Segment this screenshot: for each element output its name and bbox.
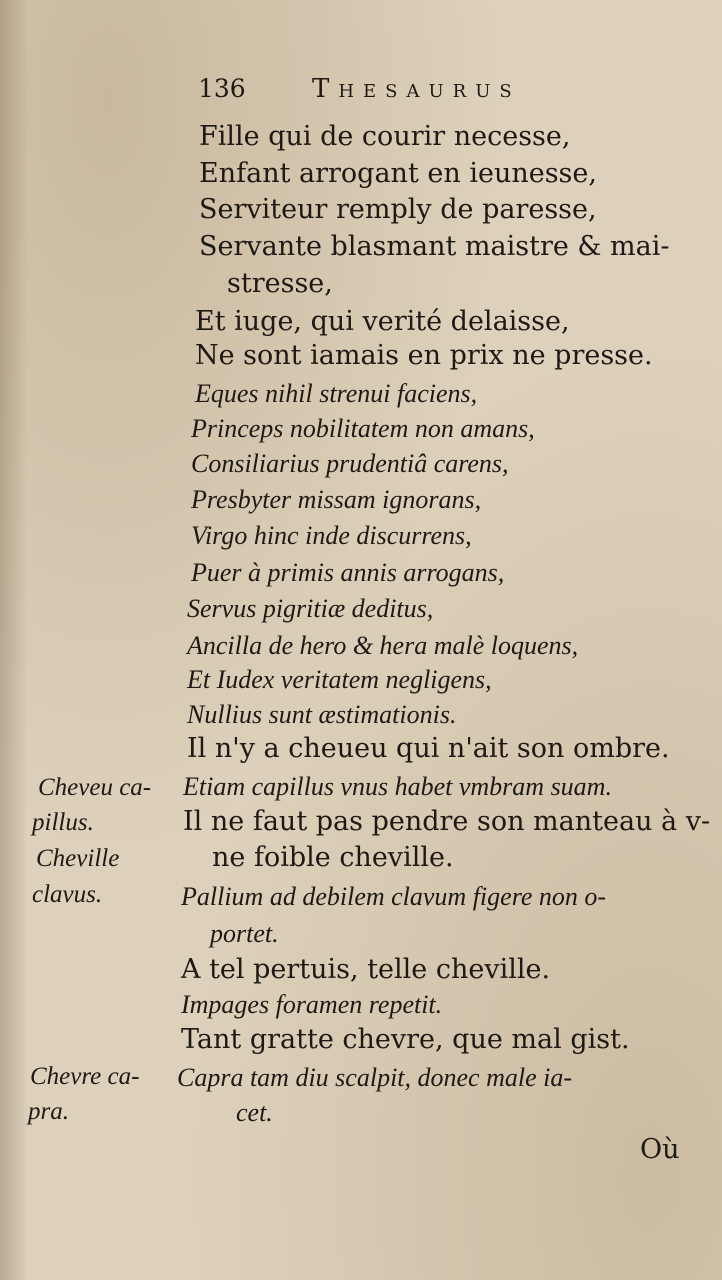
text-line: Et iuge, qui verité delaisse,: [195, 306, 570, 337]
text-line: Tant gratte chevre, que mal gist.: [181, 1024, 630, 1055]
margin-note: pillus.: [32, 809, 94, 836]
text-line: Ne sont iamais en prix ne presse.: [195, 340, 653, 371]
margin-note: clavus.: [32, 881, 103, 908]
page-number: 136: [198, 74, 246, 103]
text-line: Serviteur remply de paresse,: [199, 194, 597, 225]
text-line: A tel pertuis, telle cheville.: [181, 954, 551, 985]
text-line: Puer à primis annis arrogans,: [191, 558, 505, 587]
text-line: Eques nihil strenui faciens,: [195, 379, 478, 408]
text-line: Il ne faut pas pendre son manteau à v-: [183, 806, 711, 837]
text-line: cet.: [236, 1098, 273, 1127]
text-line: Etiam capillus vnus habet vmbram suam.: [183, 772, 612, 801]
text-line: Nullius sunt æstimationis.: [187, 700, 457, 729]
text-line: Enfant arrogant en ieunesse,: [199, 158, 597, 189]
text-line: Il n'y a cheueu qui n'ait son ombre.: [187, 733, 670, 764]
catchword: Où: [640, 1134, 680, 1165]
margin-note: pra.: [28, 1098, 69, 1125]
text-line: Ancilla de hero & hera malè loquens,: [187, 631, 579, 660]
margin-note: Cheville: [36, 845, 120, 872]
text-line: Capra tam diu scalpit, donec male ia-: [177, 1063, 573, 1092]
text-line: stresse,: [227, 268, 333, 299]
text-line: Consiliarius prudentiâ carens,: [191, 449, 509, 478]
text-line: Fille qui de courir necesse,: [199, 121, 571, 152]
text-line: Presbyter missam ignorans,: [191, 485, 482, 514]
text-line: Servante blasmant maistre & mai-: [199, 231, 670, 262]
margin-note: Cheveu ca-: [38, 774, 152, 801]
text-line: Princeps nobilitatem non amans,: [191, 414, 535, 443]
text-line: Servus pigritiæ deditus,: [187, 594, 434, 623]
text-line: Et Iudex veritatem negligens,: [187, 665, 492, 694]
text-line: portet.: [210, 919, 279, 948]
text-line: ne foible cheville.: [212, 842, 454, 873]
text-line: Impages foramen repetit.: [181, 990, 443, 1019]
margin-note: Chevre ca-: [30, 1063, 140, 1090]
text-line: Virgo hinc inde discurrens,: [191, 521, 472, 550]
page-header: [0, 74, 722, 114]
text-line: Pallium ad debilem clavum figere non o-: [181, 882, 607, 911]
running-head: Thesaurus: [312, 74, 521, 104]
